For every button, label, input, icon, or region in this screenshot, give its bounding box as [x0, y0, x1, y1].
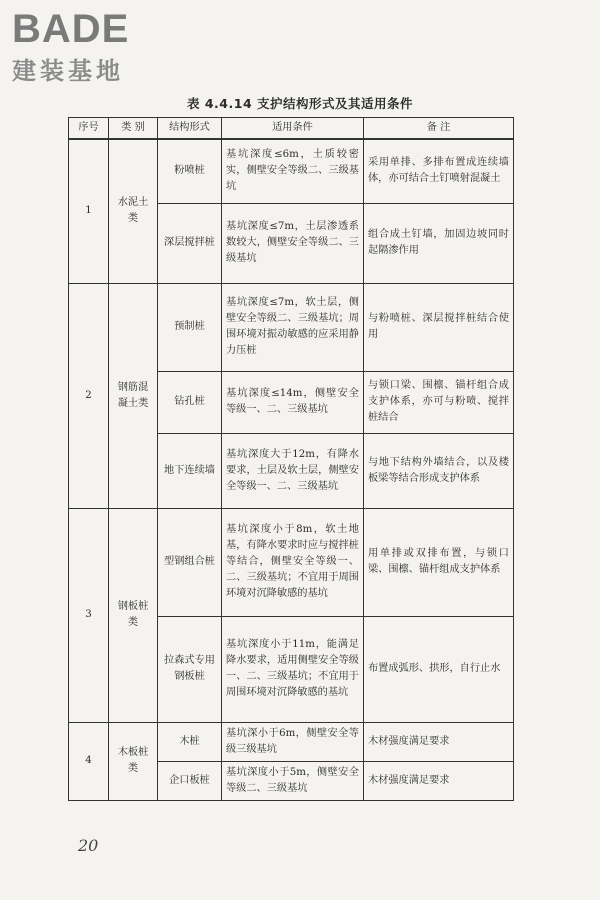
remark: 与锁口梁、围檩、锚杆组合成支护体系，亦可与粉喷、搅拌桩结合 — [364, 371, 514, 433]
remark: 与粉喷桩、深层搅拌桩结合使用 — [364, 283, 514, 371]
applicable-condition: 基坑深度大于12m，有降水要求，土层及软土层，侧壁安全等级一、二、三级基坑 — [222, 433, 364, 508]
structure-form: 粉喷桩 — [158, 139, 222, 203]
table-caption: 表 4.4.14 支护结构形式及其适用条件 — [187, 96, 413, 111]
applicable-condition: 基坑深度≤14m，侧壁安全等级一、二、三级基坑 — [222, 371, 364, 433]
header-category: 类 别 — [109, 118, 158, 140]
structure-form: 拉森式专用钢板桩 — [158, 616, 222, 722]
applicable-condition: 基坑深度≤6m，土质较密实，侧壁安全等级二、三级基坑 — [222, 139, 364, 203]
page-number: 20 — [78, 836, 99, 855]
logo-subtitle: 建装基地 — [12, 57, 124, 85]
applicable-condition: 基坑深度≤7m，软土层，侧壁安全等级二、三级基坑；周围环境对振动敏感的应采用静力压桩 — [222, 283, 364, 371]
structure-form: 企口板桩 — [158, 761, 222, 800]
group-category: 木板桩类 — [109, 722, 158, 800]
structure-form: 预制桩 — [158, 283, 222, 371]
table-row — [69, 139, 514, 203]
header-note: 备 注 — [364, 118, 514, 140]
brand-logo — [12, 6, 129, 86]
structure-form: 型钢组合桩 — [158, 508, 222, 616]
group-no: 3 — [69, 508, 109, 722]
remark: 木材强度满足要求 — [364, 761, 514, 800]
group-no: 1 — [69, 139, 109, 283]
structure-form: 地下连续墙 — [158, 433, 222, 508]
group-no: 4 — [69, 722, 109, 800]
structure-form: 钻孔桩 — [158, 371, 222, 433]
applicable-condition: 基坑深度小于8m，软土地基，有降水要求时应与搅拌桩等结合，侧壁安全等级一、二、三级基坑；不宜用于周围环境对沉降敏感的基坑 — [222, 508, 364, 616]
group-no: 2 — [69, 283, 109, 508]
remark: 布置成弧形、拱形，自行止水 — [364, 616, 514, 722]
header-no: 序号 — [69, 118, 109, 140]
remark: 与地下结构外墙结合，以及楼板梁等结合形成支护体系 — [364, 433, 514, 508]
table-header-row — [69, 118, 514, 140]
remark: 采用单排、多排布置成连续墙体，亦可结合土钉喷射混凝土 — [364, 139, 514, 203]
applicable-condition: 基坑深度小于11m，能满足降水要求，适用侧壁安全等级一、二、三级基坑；不宜用于周围环境对沉降敏感的基坑 — [222, 616, 364, 722]
structure-form: 深层搅拌桩 — [158, 203, 222, 283]
applicable-condition: 基坑深度≤7m，土层渗透系数较大，侧壁安全等级二、三级基坑 — [222, 203, 364, 283]
table-row — [69, 283, 514, 371]
header-condition: 适用条件 — [222, 118, 364, 140]
table-row — [69, 722, 514, 761]
applicable-condition: 基坑深度小于5m，侧壁安全等级二、三级基坑 — [222, 761, 364, 800]
table-row — [69, 508, 514, 616]
support-structure-table — [68, 117, 514, 801]
header-form: 结构形式 — [158, 118, 222, 140]
remark: 组合成土钉墙，加固边坡同时起隔渗作用 — [364, 203, 514, 283]
remark: 用单排或双排布置，与锁口梁、围檩、锚杆组成支护体系 — [364, 508, 514, 616]
remark: 木材强度满足要求 — [364, 722, 514, 761]
logo-wordmark: BADE — [12, 7, 130, 51]
group-category: 水泥土类 — [109, 139, 158, 283]
structure-form: 木桩 — [158, 722, 222, 761]
group-category: 钢板桩类 — [109, 508, 158, 722]
group-category: 钢筋混凝土类 — [109, 283, 158, 508]
applicable-condition: 基坑深小于6m，侧壁安全等级三级基坑 — [222, 722, 364, 761]
